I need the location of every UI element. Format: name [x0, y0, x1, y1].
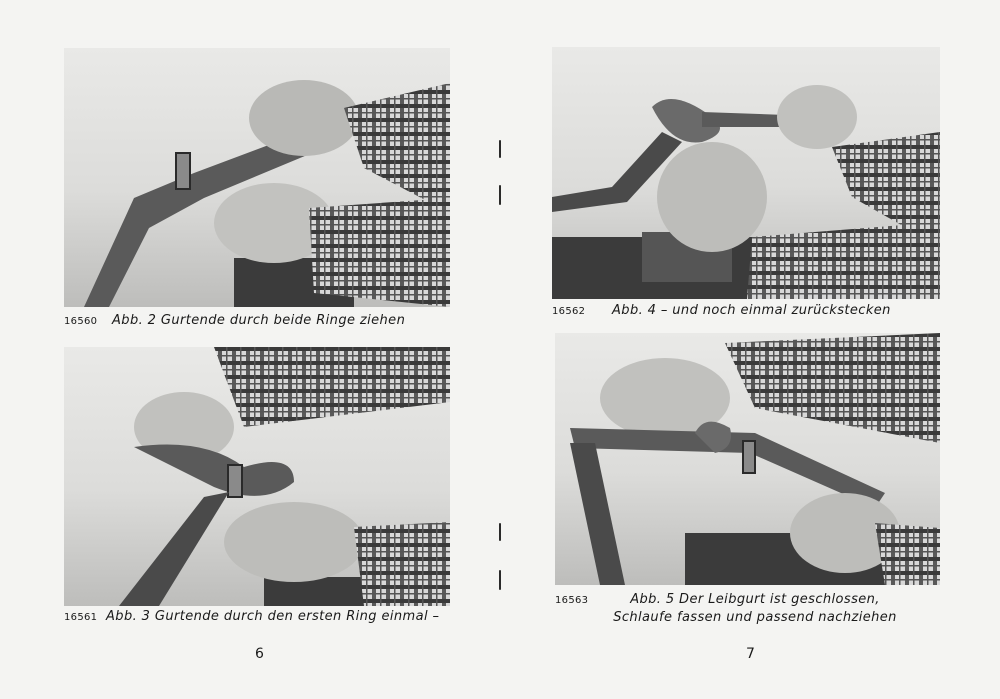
photo-abb-3	[64, 347, 450, 606]
plate-number: 16562	[552, 306, 586, 317]
photo-abb-5	[555, 333, 940, 585]
figure-caption-line-1: Abb. 5 Der Leibgurt ist geschlossen,	[630, 592, 880, 607]
figure-caption: Abb. 4 – und noch einmal zurückstecken	[612, 303, 891, 318]
binding-staple	[499, 185, 501, 205]
figure-caption: Abb. 3 Gurtende durch den ersten Ring einmal –	[106, 609, 440, 624]
plate-number: 16560	[64, 316, 98, 327]
figure-caption: Abb. 2 Gurtende durch beide Ringe ziehen	[112, 313, 406, 328]
figure-caption-line-2: Schlaufe fassen und passend nachziehen	[613, 610, 897, 625]
page-number-left: 6	[255, 646, 264, 662]
photo-abb-2	[64, 48, 450, 307]
plate-number: 16563	[555, 595, 589, 606]
binding-staple	[499, 570, 501, 590]
page-number-right: 7	[746, 646, 755, 662]
plate-number: 16561	[64, 612, 98, 623]
photo-abb-4	[552, 47, 940, 299]
binding-staple	[499, 523, 501, 541]
binding-staple	[499, 140, 501, 158]
